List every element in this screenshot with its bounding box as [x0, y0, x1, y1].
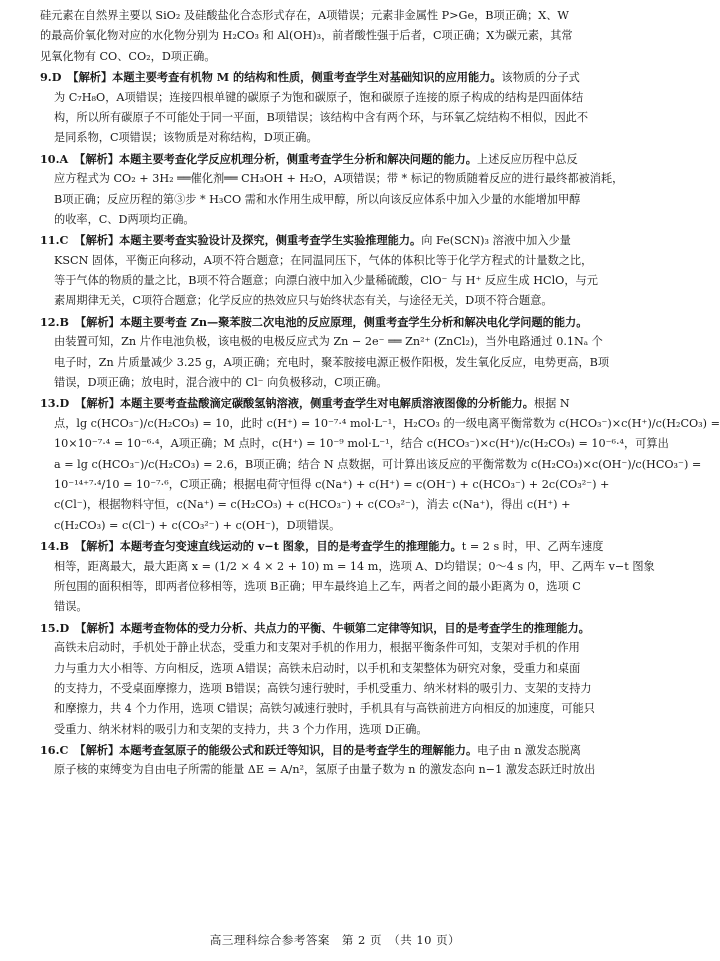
item-number: 16.: [40, 743, 60, 758]
text-line: 电子时，Zn 片质量减少 3.25 g，A项正确；充电时，聚苯胺接电源正极作阳极，发生氧化反应，电势更高，B项: [54, 355, 610, 369]
analysis-heading: 本题主要考查有机物 M 的结构和性质，侧重考查学生对基础知识的应用能力。: [112, 70, 502, 85]
answer-text: [40, 6, 720, 781]
text-line: 10⁻¹⁴⁺⁷·⁴/10 = 10⁻⁷·⁶，C项正确；根据电荷守恒得 c(Na⁺) + c(H⁺) = c(OH⁻) + c(HCO₃⁻) + 2c(CO₃²⁻) +: [54, 477, 610, 491]
item-head-line: [40, 312, 632, 332]
item-number: 11.: [40, 233, 60, 248]
item-head-line: [40, 230, 632, 250]
answer-letter: D: [51, 70, 62, 85]
text-line: c(Cl⁻)，根据物料守恒，c(Na⁺) = c(H₂CO₃) + c(HCO₃⁻) + c(CO₃²⁻)，消去 c(Na⁺)，得出 c(H⁺) +: [54, 498, 571, 512]
text-line: 错误，D项正确；放电时，混合液中的 Cl⁻ 向负极移动，C项正确。: [54, 376, 388, 390]
analysis-text: 该物质的分子式: [501, 71, 580, 85]
analysis-tag: 【解析】: [74, 233, 120, 248]
text-line: 受重力、纳米材料的吸引力和支架的支持力，共 3 个力作用，选项 D正确。: [54, 722, 428, 736]
text-line: 力与重力大小相等、方向相反，选项 A错误；高铁未启动时，以手机和支架整体为研究对象，受重力和桌面: [54, 661, 581, 675]
analysis-text: t = 2 s 时，甲、乙两车速度: [461, 540, 604, 554]
text-line: 由装置可知，Zn 片作电池负极，该电极的电极反应式为 Zn − 2e⁻ ══ Zn²⁺ (ZnCl₂)，当外电路通过 0.1Nₐ 个: [54, 335, 603, 349]
text-line: c(H₂CO₃) = c(Cl⁻) + c(CO₃²⁻) + c(OH⁻)，D项错误。: [54, 518, 341, 532]
text-line: 构，所以所有碳原子不可能处于同一平面，B项错误；该结构中含有两个环，与环氧乙烷结构不相似，因此不: [54, 110, 589, 124]
analysis-tag: 【解析】: [74, 314, 120, 329]
item-number: 13.: [40, 396, 60, 411]
page-footer: 高三理科综合参考答案 第 2 页 （共 10 页）: [209, 933, 461, 947]
answer-letter: D: [59, 620, 70, 635]
analysis-text: 上述反应历程中总反: [476, 152, 578, 166]
answer-letter: D: [59, 396, 70, 411]
item-head-line: [40, 536, 632, 556]
text-line: 和摩擦力，共 4 个力作用，选项 C错误；高铁匀减速行驶时，手机具有与高铁前进方向相反的加速度，可能只: [54, 702, 595, 716]
analysis-text: 根据 N: [533, 397, 570, 411]
text-line: 10×10⁻⁷·⁴ = 10⁻⁶·⁴，A项正确；M 点时，c(H⁺) = 10⁻⁹ mol·L⁻¹，结合 c(HCO₃⁻)×c(H⁺)/c(H₂CO₃) = 10⁻⁶·⁴，可算出: [54, 437, 669, 451]
text-line: 硅元素在自然界主要以 SiO₂ 及硅酸盐化合态形式存在，A项错误；元素非金属性 P>Ge，B项正确；X、W: [40, 9, 569, 22]
answer-letter: C: [59, 743, 69, 758]
analysis-heading: 本题考查物体的受力分析、共点力的平衡、牛顿第二定律等知识，目的是考查学生的推理能力。: [119, 620, 590, 635]
text-line: 的支持力，不受桌面摩擦力，选项 B错误；高铁匀速行驶时，手机受重力、纳米材料的吸引力、支架的支持力: [54, 681, 592, 695]
text-line: 点，lg c(HCO₃⁻)/c(H₂CO₃) = 10，此时 c(H⁺) = 10⁻⁷·⁴ mol·L⁻¹，H₂CO₃ 的一级电离平衡常数为 c(HCO₃⁻)×c(H⁺)/c(H₂CO₃) =: [54, 416, 720, 430]
item-number: 15.: [40, 620, 60, 635]
analysis-tag: 【解析】: [74, 743, 120, 758]
analysis-tag: 【解析】: [67, 70, 113, 85]
analysis-text: 电子由 n 激发态脱离: [477, 744, 581, 758]
answer-letter: A: [59, 151, 69, 166]
item-number: 12.: [40, 314, 60, 329]
text-line: KSCN 固体，平衡正向移动，A项不符合题意；在同温同压下，气体的体积比等于化学方程式的计量数之比，: [54, 253, 593, 267]
text-line: 的收率，C、D两项均正确。: [54, 212, 195, 226]
text-line: 原子核的束缚变为自由电子所需的能量 ΔE = A/n²，氢原子由量子数为 n 的激发态向 n−1 激发态跃迁时放出: [54, 763, 596, 777]
analysis-tag: 【解析】: [75, 396, 120, 411]
item-head-line: [40, 67, 632, 87]
analysis-text: 向 Fe(SCN)₃ 溶液中加入少量: [421, 234, 571, 248]
analysis-heading: 本题主要考查 Zn—聚苯胺二次电池的反应原理，侧重考查学生分析和解决电化学问题的能力。: [119, 314, 588, 329]
item-number: 9.: [40, 70, 52, 85]
text-line: 所包围的面积相等，即两者位移相等，选项 B正确；甲车最终追上乙车，两者之间的最小距离为 0，选项 C: [54, 579, 581, 593]
text-line: 等于气体的物质的量之比，B项不符合题意；向漂白液中加入少量稀硫酸，ClO⁻ 与 H⁺ 反应生成 HClO，与元: [54, 274, 598, 288]
item-head-line: [40, 618, 632, 638]
text-line: B项正确；反应历程的第③步 * H₃CO 需和水作用生成甲醇，所以向该反应体系中加入少量的水能增加甲醇: [54, 192, 581, 206]
text-line: 见氧化物有 CO、CO₂，D项正确。: [40, 49, 216, 63]
answer-letter: B: [59, 314, 69, 329]
analysis-heading: 本题考查匀变速直线运动的 v−t 图象，目的是考查学生的推理能力。: [119, 539, 462, 554]
analysis-tag: 【解析】: [75, 620, 120, 635]
answer-letter: B: [59, 539, 69, 554]
analysis-heading: 本题主要考查化学反应机理分析，侧重考查学生分析和解决问题的能力。: [118, 151, 477, 166]
answer-letter: C: [59, 233, 69, 248]
item-number: 10.: [40, 151, 60, 166]
text-line: 的最高价氧化物对应的水化物分别为 H₂CO₃ 和 Al(OH)₃，前者酸性强于后者，C项正确；X为碳元素，其常: [40, 29, 573, 43]
text-line: 应方程式为 CO₂ + 3H₂ ══催化剂══ CH₃OH + H₂O，A项错误；带 * 标记的物质随着反应的进行最终都被消耗，: [54, 172, 624, 186]
analysis-heading: 本题主要考查盐酸滴定碳酸氢钠溶液，侧重考查学生对电解质溶液图像的分析能力。: [119, 396, 534, 411]
item-number: 14.: [40, 539, 60, 554]
item-head-line: [40, 149, 632, 169]
analysis-heading: 本题主要考查实验设计及探究，侧重考查学生实验推理能力。: [119, 233, 422, 248]
analysis-tag: 【解析】: [74, 539, 120, 554]
text-line: 错误。: [54, 600, 88, 614]
text-line: 素周期律无关，C项符合题意；化学反应的热效应只与始终状态有关，与途径无关，D项不符合题意。: [54, 294, 553, 308]
text-line: 相等，距离最大，最大距离 x = (1/2 × 4 × 2 + 10) m = 14 m，选项 A、D均错误；0～4 s 内，甲、乙两车 v−t 图象: [54, 559, 655, 573]
text-line: a = lg c(HCO₃⁻)/c(H₂CO₃) = 2.6，B项正确；结合 N 点数据，可计算出该反应的平衡常数为 c(H₂CO₃)×c(OH⁻)/c(HCO₃⁻) =: [54, 457, 702, 471]
text-line: 是同系物，C项错误；该物质是对称结构，D项正确。: [54, 131, 318, 145]
text-line: 为 C₇H₈O，A项错误；连接四根单键的碳原子为饱和碳原子，饱和碳原子连接的原子构成的结构是四面体结: [54, 90, 584, 104]
item-head-line: [40, 740, 632, 760]
analysis-tag: 【解析】: [74, 151, 119, 166]
item-head-line: [40, 393, 632, 413]
text-line: 高铁未启动时，手机处于静止状态，受重力和支架对手机的作用力，根据平衡条件可知，支架对手机的作用: [54, 641, 580, 655]
analysis-heading: 本题考查氢原子的能级公式和跃迁等知识，目的是考查学生的理解能力。: [119, 743, 478, 758]
